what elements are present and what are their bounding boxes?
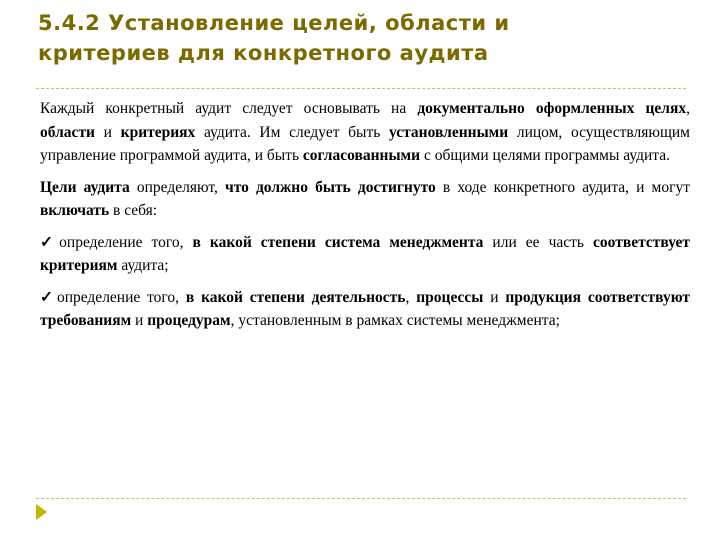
text: определение того, (56, 288, 186, 306)
bold-text: документально оформленных целях (417, 100, 687, 117)
bold-text: процедурам (147, 312, 231, 329)
slide-title (38, 8, 698, 68)
bold-text: соответствует критериям (40, 233, 690, 274)
text: и (131, 312, 148, 329)
bold-text: включать (40, 202, 110, 219)
bullet-item-system-conformity (40, 231, 690, 278)
triangle-marker-icon (36, 504, 47, 520)
checkmark-icon: ✓ (40, 288, 56, 306)
text: лицом, осуществляющим управление программой аудита, и быть (40, 123, 690, 164)
text: и (483, 288, 506, 306)
bold-text: установленными (388, 123, 509, 141)
bold-text: Цели аудита (40, 178, 130, 196)
text: с общими целями программы аудита. (420, 147, 671, 164)
bullet-item-activity-conformity (40, 286, 690, 333)
text: определяют, (129, 178, 225, 196)
slide-title-line1: 5.4.2 Установление целей, области и (38, 11, 510, 35)
bold-text: области (40, 123, 95, 141)
paragraph-audit-objectives (40, 176, 690, 223)
text: аудита; (117, 257, 169, 274)
text: аудита. Им следует быть (195, 123, 389, 141)
bold-text: в какой степени деятельность (185, 288, 406, 306)
bold-text: критериях (120, 123, 196, 141)
slide-title-line2: критериев для конкретного аудита (38, 41, 489, 65)
text: Каждый конкретный аудит следует основывать на (40, 100, 418, 117)
text: и (94, 123, 121, 141)
text: , (686, 100, 690, 117)
text: в ходе конкретного аудита, и могут (435, 178, 690, 196)
bold-text: в какой степени система менеджмента (192, 233, 484, 251)
top-divider (36, 88, 686, 89)
checkmark-icon: ✓ (40, 233, 59, 251)
text: или ее часть (483, 233, 594, 251)
text: определение того, (59, 233, 193, 251)
bottom-divider (36, 498, 686, 499)
bold-text: согласованными (302, 147, 421, 164)
paragraph-audit-basis (40, 97, 690, 168)
slide-body (40, 97, 690, 341)
bold-text: что должно быть достигнуто (224, 178, 436, 196)
bold-text: продукция соответствуют требованиям (40, 288, 690, 329)
text: в себя: (109, 202, 158, 219)
text: , установленным в рамках системы менеджмента; (230, 312, 560, 329)
text: , (405, 288, 417, 306)
bold-text: процессы (416, 288, 484, 306)
